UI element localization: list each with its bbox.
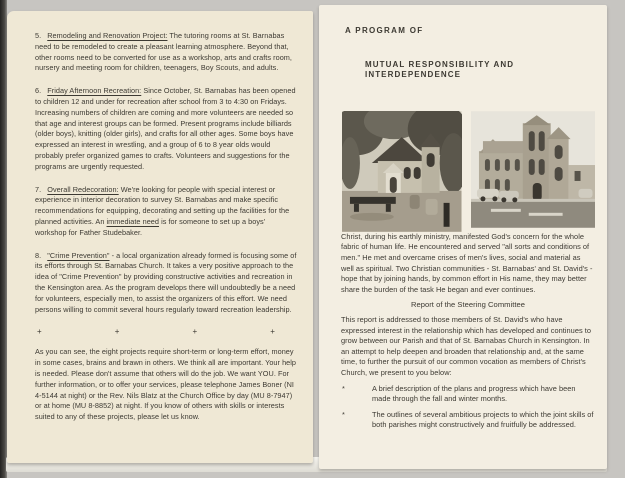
section-body: The tutoring rooms at St. Barnabas need to be remodeled to create a pleasant learning atmosphere. Beyond that, other rooms need to be converted for use as a workshop, arts and crafts room, nursery and meeting room for children, teenagers, Boy Scouts, and adults. [35, 31, 292, 73]
report-paragraph: This report is addressed to those members of St. David's who have expressed interest in the relationship which has developed and continues to grow between our Parish and that of St. Barnabas Church in Kensington. In an attempt to help deepen and broaden that relationship and, at the same time, to further the pursuit of our common vocation as members of Christ's Church, we present to you below: [341, 314, 591, 377]
section-title: Overall Redecoration: [47, 184, 119, 194]
asterisk-bullet: * [342, 383, 345, 393]
st-barnabas-church-photo [342, 111, 462, 232]
closing-paragraph: As you can see, the eight projects require short-term or long-term effort, money in some cases, brains and brawn in others. We think all are important. Your help is needed. Please don't assume that others will do the job. We want YOU. For further information, or to offer your services, please telephone James Boner (NI 4-5144 at night) or the Rev. Nils Blatz at the Church Office by day (MU 8-7947) or at home (MU 8-8852) at night. If you know of others with skills or interests suited to any of these projects, please let us know. [35, 347, 297, 422]
left-page [7, 11, 313, 463]
section-body: We're looking for people with special interest or experience in interior decoration to survey St. Barnabas and make specific recommendations for equipping, decorating and setting up the facilities for the planned activities. An [35, 184, 290, 226]
bullet-text: The outlines of several ambitious projects to which the joint skills of both parishes might constructively and fruitfully be addressed. [372, 409, 594, 430]
plus-mark: + [192, 327, 198, 337]
program-title-line1: A PROGRAM OF [345, 26, 424, 35]
bullet-item-plans [341, 384, 595, 405]
section-emphasis: immediate need [106, 216, 159, 226]
section-8-crime-prevention [35, 251, 297, 316]
section-number: 5. [35, 31, 42, 40]
bullet-text: A brief description of the plans and progress which have been made through the fall and winter months. [372, 383, 576, 404]
section-number: 7. [35, 184, 42, 194]
report-heading: Report of the Steering Committee [410, 300, 526, 310]
plus-mark: + [270, 327, 275, 337]
section-body: Since October, St. Barnabas has been opened to children 12 and under for recreation after school from 3 to 4:30 on Fridays. Increasing numbers of children are coming and more volunteers are needed so that age and interest groups can be formed. Present programs include billiards (older boys), knitting (older girls), and crafts for all other ages. Some boys have expressed an interest in wrestling, and a group of 6 to 8 year olds would probably prefer organized games to crafts. Volunteers and suggestions for the programs are urgently requested. [35, 86, 296, 171]
section-title: Friday Afternoon Recreation: [47, 86, 142, 96]
bullet-item-projects [341, 410, 595, 431]
section-5-remodeling [35, 31, 297, 74]
section-body-cont: is for someone to set up a boys' workshop for Father Studebaker. [35, 216, 266, 237]
intro-paragraph: Christ, during his earthly ministry, manifested God's concern for the whole fabric of human life. He encountered and served "all sorts and conditions of men." He met and overcame crises of men's lives, social and material as well as spiritual. Two Christian communities - St. Barnabas' and St. David's - hope that by joining hands, by common effort in His name, they may better share the burden of the task He began and ever continues. [341, 231, 593, 294]
right-page [319, 5, 607, 469]
section-7-redecoration [35, 185, 297, 239]
plus-mark: + [37, 327, 42, 337]
program-title-line2: MUTUAL RESPONSIBILITY AND INTERDEPENDENCE [365, 59, 515, 80]
st-davids-church-photo [471, 111, 595, 228]
section-number: 8. [35, 250, 42, 260]
section-number: 6. [35, 86, 42, 96]
asterisk-bullet: * [342, 409, 345, 419]
church-photos-row [342, 111, 595, 232]
binding-spine-edge [0, 0, 7, 478]
section-title: "Crime Prevention" [47, 250, 110, 260]
section-6-recreation [35, 86, 297, 172]
section-title: Remodeling and Renovation Project: [47, 31, 168, 40]
plus-mark: + [114, 327, 120, 337]
plus-sign-separator [37, 327, 275, 337]
section-body: - a local organization already formed is focusing some of its efforts through St. Barnabas Church. It takes a very positive approach to the idea of "Crime Prevention" by providing constructive activities and recreation in the Kensington area. As the program develops there will undoubtedly be a need for volunteers, especially men, to assist the organizers of this effort. We need persons willing to commit several hours regularly toward recreation leadership. [35, 250, 297, 314]
